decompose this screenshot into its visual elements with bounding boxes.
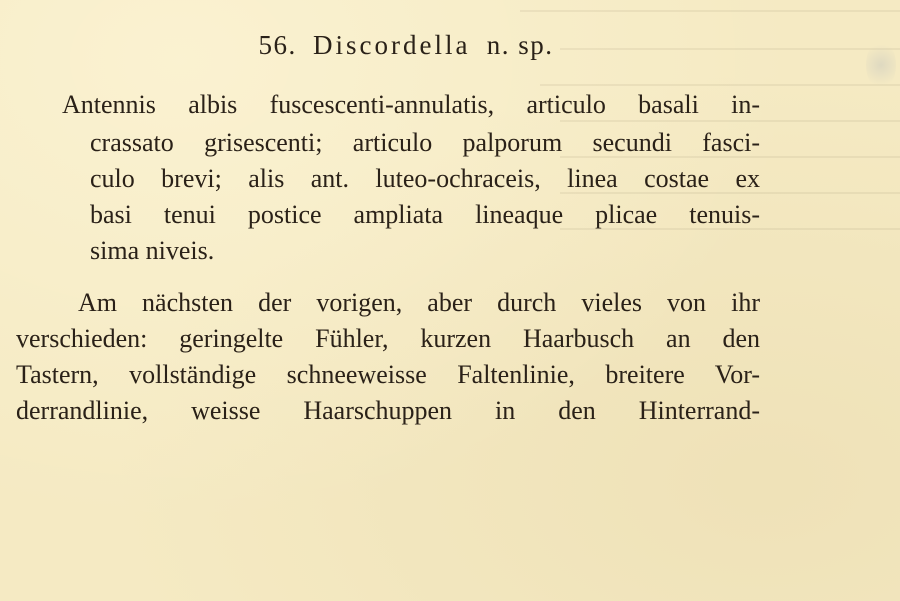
genus-name: Discordella [313,30,471,60]
bleed-line [520,10,900,12]
latin-line-2: crassato grisescenti; articulo palporum secundi fasci- [90,128,760,157]
latin-line-1: Antennis albis fuscescenti-annulatis, articulo basali in- [62,90,760,119]
species-suffix: n. sp. [486,30,554,60]
latin-line-4: basi tenui postice ampliata lineaque plicae tenuis- [90,200,760,229]
species-heading [0,30,812,61]
german-line-2: verschieden: geringelte Fühler, kurzen Haarbusch an den [16,324,760,353]
german-line-4: derrandlinie, weisse Haarschuppen in den Hinterrand- [16,396,760,425]
bleed-line [560,120,900,122]
german-line-1: Am nächsten der vorigen, aber durch vieles von ihr [78,288,760,317]
latin-line-5: sima niveis. [90,236,215,265]
bleed-line [540,84,900,86]
german-line-3: Tastern, vollständige schneeweisse Faltenlinie, breitere Vor- [16,360,760,389]
latin-line-3: culo brevi; alis ant. luteo-ochraceis, linea costae ex [90,164,760,193]
species-number: 56. [258,30,297,60]
paper-stain [866,40,896,90]
